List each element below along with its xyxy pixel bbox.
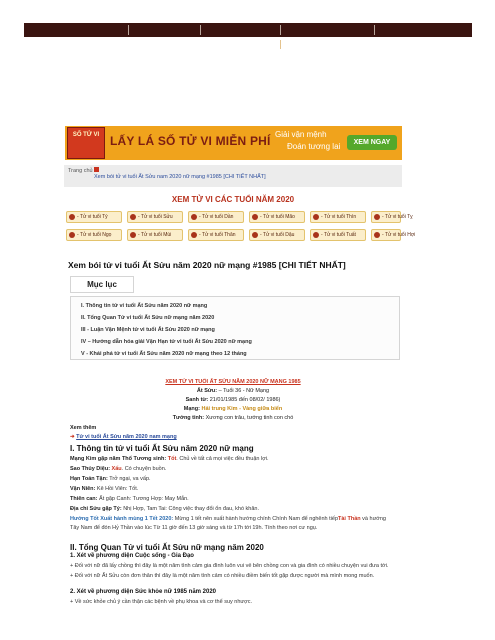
see-also-label: Xem thêm [70,425,97,431]
summary-heading: XEM TỬ VI TUỔI ẤT SỬU NĂM 2020 NỮ MẠNG 1985 [165,379,301,385]
paragraph: + Đối với nữ đã lấy chồng thì đây là một năm tình cảm gia đình luôn vui vẻ bên chồng con và gia đình có nhiều chuyện vui đưa tới. [70,563,389,569]
banner-line-1: Giải vận mệnh [275,130,327,139]
nav-submarker [280,40,281,49]
promo-banner[interactable] [65,126,402,160]
zodiac-link-ty[interactable]: - Tử vi tuổi Tý [66,211,122,223]
banner-title: LẤY LÁ SỐ TỬ VI MIỄN PHÍ [110,134,271,148]
pig-icon [374,232,380,238]
dog-icon [313,232,319,238]
zodiac-link-thin[interactable]: - Tử vi tuổi Thìn [310,211,366,223]
arrow-right-icon: ➜ [70,434,75,440]
horse-icon [69,232,75,238]
toc-item[interactable]: I. Thông tin tử vi tuổi Ất Sửu năm 2020 nữ mạng [81,303,208,309]
rooster-icon [252,232,258,238]
zodiac-link-dau[interactable]: - Tử vi tuổi Dậu [249,229,305,241]
subsection-heading: 2. Xét về phương diện Sức khỏe nữ 1985 năm 2020 [70,589,217,595]
subsection-heading: 1. Xét về phương diện Cuộc sống - Gia Đạo [70,553,194,559]
summary-tuoi: Ất Sửu: – Tuổi 36 - Nữ Mạng [196,388,270,394]
goat-icon [130,232,136,238]
dragon-icon [313,214,319,220]
zodiac-link-ngo[interactable]: - Tử vi tuổi Ngọ [66,229,122,241]
section-2-heading: II. Tổng Quan Tử vi tuổi Ất Sửu nữ mạng năm 2020 [70,543,264,552]
see-also-link-row [70,434,177,440]
toc-item[interactable]: IV – Hướng dẫn hóa giải Vận Hạn tử vi tuổi Ất Sửu 2020 nữ mạng [81,339,252,345]
section-title: XEM TỬ VI CÁC TUỔI NĂM 2020 [171,195,295,204]
zodiac-link-ty2[interactable]: - Tử vi tuổi Tỵ [371,211,401,223]
tiger-icon [191,214,197,220]
zodiac-link-dan[interactable]: - Tử vi tuổi Dần [188,211,244,223]
breadcrumb [64,165,402,187]
paragraph: + Về sức khỏe chủ ý cần thận các bệnh về phụ khoa và cơ thể suy nhược. [70,599,252,605]
nav-separator [374,25,375,35]
summary-tuong: Tướng tinh: Xương con trâu, tướng tinh con chó [172,415,294,421]
info-row: Mạng Kim gặp năm Thổ Tương sinh: Tốt. Chủ về tất cả mọi việc đều thuận lợi. [70,456,269,462]
home-icon[interactable] [94,167,99,172]
book-icon: SỐ TỬ VI [67,127,105,159]
breadcrumb-home-link[interactable]: Trang chủ [68,168,93,174]
huong-xuat-hanh: Hướng Tốt Xuất hành mùng 1 Tết 2020: Mừng 1 tết nên xuất hành hướng chính Chính Nam để nghênh tiếpTài Thần và hướng [70,516,386,522]
zodiac-link-hoi[interactable]: - Tử vi tuổi Hợi [371,229,401,241]
toc-item[interactable]: V - Khái phá tử vi tuổi Ất Sửu năm 2020 nữ mạng theo 12 tháng [81,351,247,357]
summary-mang: Mạng: Hải trung Kim - Vàng giữa biển [183,406,283,412]
cat-icon [252,214,258,220]
info-row: Vận Niên: Kê Hồi Viên: Tốt. [70,486,139,492]
snake-icon [374,214,380,220]
ox-icon [130,214,136,220]
section-1-heading: I. Thông tin tử vi tuổi Ất Sửu năm 2020 nữ mạng [70,444,254,453]
nav-separator [200,25,201,35]
toc-heading[interactable]: Mục lục [70,276,134,293]
monkey-icon [191,232,197,238]
breadcrumb-current[interactable]: Xem bói tử vi tuổi Ất Sửu nam 2020 nữ mạng #1985 [CHI TIẾT NHẤT] [94,174,266,180]
rat-icon [69,214,75,220]
article-title: Xem bói tử vi tuổi Ất Sửu năm 2020 nữ mạng #1985 [CHI TIẾT NHẤT] [68,260,346,270]
paragraph: + Đối với nữ Ất Sửu còn đơn thân thì đây là một năm tình cảm có nhiều điềm biến tốt gặp được người mà mình mong muốn. [70,573,375,579]
info-row: Địa chi Sửu gặp Tý: Nhị Hợp, Tam Tai: Công việc thay đổi ổn đau, khó khăn. [70,506,259,512]
zodiac-link-tuat[interactable]: - Tử vi tuổi Tuất [310,229,366,241]
info-row: Sao Thủy Diệu: Xấu. Có chuyện buồn. [70,466,167,472]
table-of-contents [70,296,400,360]
info-row: Thiên can: Ất gặp Canh: Tương Hợp: May Mắn. [70,496,189,502]
huong-xuat-hanh-2: Tây Nam để đón Hỷ Thần vào lúc Từ 11 giờ đến 13 giờ sáng và từ 17h tới 19h. Tính theo nơi cư ngụ. [70,525,318,531]
nav-separator [128,25,129,35]
summary-sinh: Sanh từ: 21/01/1985 đến 08/02/ 1986) [185,397,281,403]
banner-cta-button[interactable]: XEM NGAY [347,135,397,150]
zodiac-link-suu[interactable]: - Tử vi tuổi Sửu [127,211,183,223]
see-also-link[interactable]: Tử vi tuổi Ất Sửu năm 2020 nam mạng [76,434,177,440]
nav-separator [280,25,281,35]
toc-item[interactable]: II. Tổng Quan Tử vi tuổi Ất Sửu nữ mạng năm 2020 [81,315,215,321]
top-nav-bar [24,23,472,37]
zodiac-link-than[interactable]: - Tử vi tuổi Thân [188,229,244,241]
info-row: Hạn Toán Tận: Trở ngại, va vấp. [70,476,151,482]
banner-line-2: Đoán tương lai [287,142,341,151]
zodiac-link-mui[interactable]: - Tử vi tuổi Mùi [127,229,183,241]
zodiac-link-mao[interactable]: - Tử vi tuổi Mão [249,211,305,223]
toc-item[interactable]: III - Luận Vận Mệnh tử vi tuổi Ất Sửu 2020 nữ mạng [81,327,215,333]
